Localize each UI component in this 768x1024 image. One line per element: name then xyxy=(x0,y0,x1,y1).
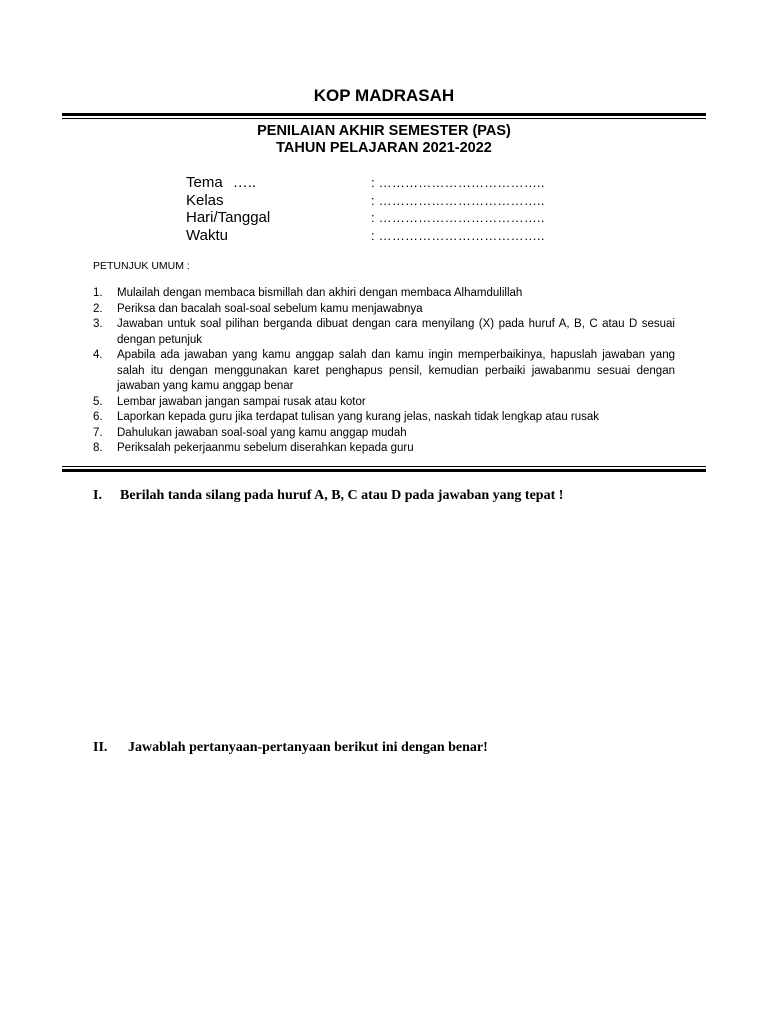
info-row-waktu xyxy=(186,227,606,245)
header-rule-thick xyxy=(62,113,706,116)
list-text: Jawaban untuk soal pilihan berganda dibuat dengan cara menyilang (X) pada huruf A, B, C atau D sesuai dengan petunjuk xyxy=(117,318,675,346)
list-item xyxy=(93,348,675,395)
info-row-kelas xyxy=(186,192,606,210)
info-value-field: : ……………………………….. xyxy=(371,175,545,190)
info-value-field: : ……………………………….. xyxy=(371,227,545,243)
info-label: Waktu xyxy=(186,226,228,244)
info-label: Tema xyxy=(186,174,223,191)
exam-info-block xyxy=(186,174,606,244)
info-label: Kelas xyxy=(186,191,224,209)
exam-title-line1: PENILAIAN AKHIR SEMESTER (PAS) xyxy=(257,123,511,139)
list-text: Laporkan kepada guru jika terdapat tulisan yang kurang jelas, naskah tidak lengkap atau rusak xyxy=(117,411,600,423)
list-item xyxy=(93,317,675,348)
divider-rule-thick xyxy=(62,469,706,472)
list-number: 6. xyxy=(93,411,103,423)
list-number: 4. xyxy=(93,349,103,361)
petunjuk-list xyxy=(93,286,675,457)
petunjuk-umum-title: PETUNJUK UMUM : xyxy=(93,260,190,272)
section-number: II. xyxy=(93,740,108,755)
section-heading-2 xyxy=(93,740,488,756)
list-number: 1. xyxy=(93,287,103,299)
exam-title-line2: TAHUN PELAJARAN 2021-2022 xyxy=(276,140,492,156)
section-number: I. xyxy=(93,488,102,503)
list-item xyxy=(93,286,675,302)
exam-title xyxy=(0,123,768,157)
info-row-hari-tanggal xyxy=(186,209,606,227)
list-number: 7. xyxy=(93,426,103,439)
info-label: Hari/Tanggal xyxy=(186,209,271,226)
list-item xyxy=(93,302,675,318)
list-number: 8. xyxy=(93,442,103,454)
list-item xyxy=(93,410,675,426)
kop-madrasah-heading: KOP MADRASAH xyxy=(313,86,455,105)
section-instruction: Berilah tanda silang pada huruf A, B, C atau D pada jawaban yang tepat ! xyxy=(120,488,564,503)
list-number: 5. xyxy=(93,395,103,408)
list-text: Mulailah dengan membaca bismillah dan akhiri dengan membaca Alhamdulillah xyxy=(117,287,523,299)
info-value-field: : ……………………………….. xyxy=(371,192,545,208)
divider-rule-thin xyxy=(62,466,706,467)
list-text: Periksa dan bacalah soal-soal sebelum kamu menjawabnya xyxy=(117,302,423,315)
info-value-field: : ……………………………….. xyxy=(371,210,545,225)
list-number: 2. xyxy=(93,302,103,315)
list-text: Dahulukan jawaban soal-soal yang kamu anggap mudah xyxy=(117,426,407,439)
info-row-tema xyxy=(186,174,606,192)
list-text: Periksalah pekerjaanmu sebelum diserahkan kepada guru xyxy=(117,442,414,454)
info-label-extra: ….. xyxy=(232,174,257,191)
list-number: 3. xyxy=(93,318,103,330)
list-text: Lembar jawaban jangan sampai rusak atau kotor xyxy=(117,395,366,408)
header-rule-thin xyxy=(62,118,706,119)
section-instruction: Jawablah pertanyaan-pertanyaan berikut ini dengan benar! xyxy=(128,740,488,755)
list-item xyxy=(93,395,675,411)
list-item xyxy=(93,441,675,457)
list-item xyxy=(93,426,675,442)
section-heading-1 xyxy=(93,488,563,504)
list-text: Apabila ada jawaban yang kamu anggap salah dan kamu ingin memperbaikinya, hapuslah jawaban yang salah itu dengan menggunakan karet penghapus pensil, kemudian perbaiki jawabanmu sesuai dengan jawaban yang kamu anggap benar xyxy=(117,349,675,392)
